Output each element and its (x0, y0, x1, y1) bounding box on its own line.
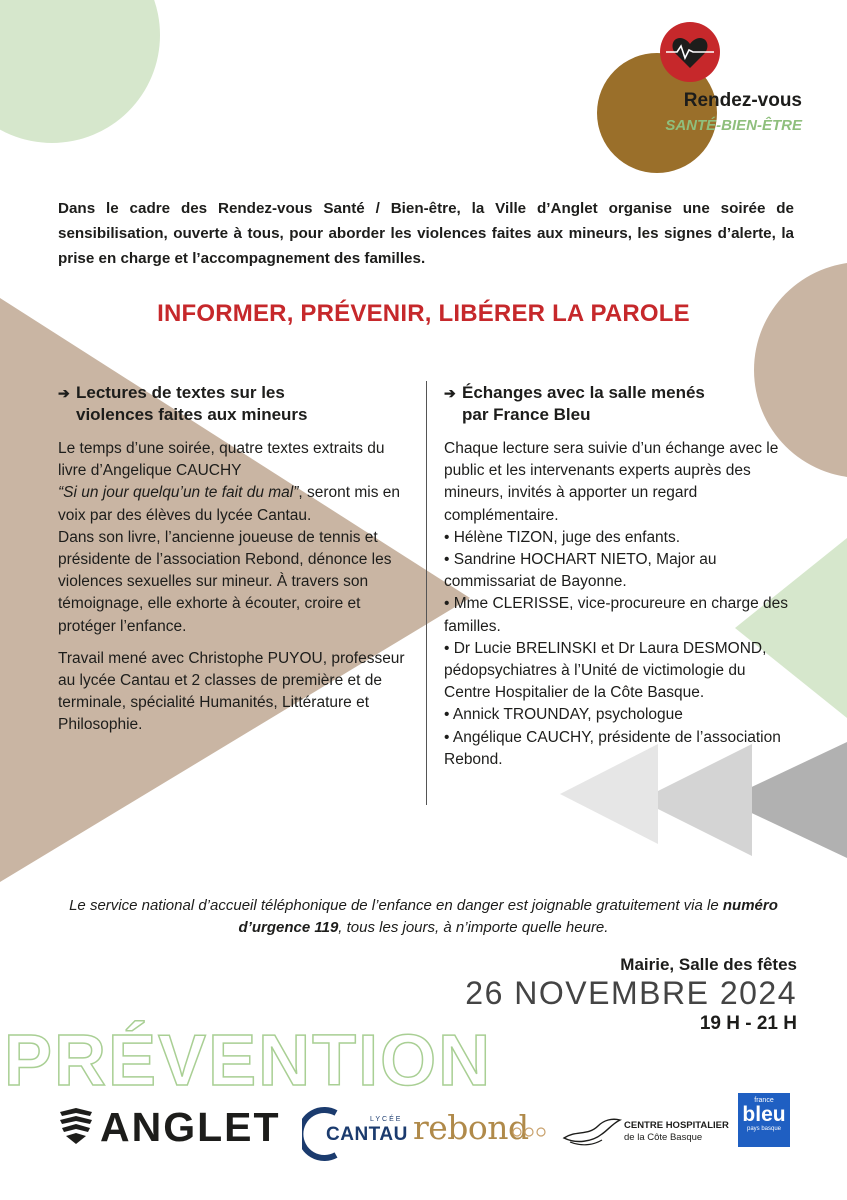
france-bleu-logo (738, 1093, 790, 1147)
book-title: “Si un jour quelqu’un te fait du mal” (58, 484, 299, 502)
event-venue: Mairie, Salle des fêtes (620, 955, 797, 974)
left-column (58, 382, 410, 747)
left-p2-text: Dans son livre, l’ancienne joueuse de tennis et présidente de l’association Rebond, dénonce les violences sexuelles sur mineur. À travers son témoignage, elle exhorte à écouter, croire et protéger l’enfance. (58, 528, 392, 635)
green-circle-top-left (0, 0, 160, 143)
right-heading-line1: Échanges avec la salle menés (462, 383, 705, 402)
intro-paragraph: Dans le cadre des Rendez-vous Santé / Bien-être, la Ville d’Anglet organise une soirée de sensibilisation, ouverte à tous, pour aborder les violences faites aux mineurs, les signes d’alerte, la prise en charge et l’accompagnement des familles. (58, 200, 794, 267)
cantau-logo-text: CANTAU (326, 1124, 408, 1145)
speaker-item: • Sandrine HOCHART NIETO, Major au commissariat de Bayonne. (444, 551, 717, 591)
speaker-item: • Mme CLERISSE, vice-procureure en charge des familles. (444, 595, 788, 635)
left-paragraph-1 (58, 438, 410, 638)
left-paragraph-3: Travail mené avec Christophe PUYOU, professeur au lycée Cantau et 2 classes de première et de terminale, spécialité Humanités, Littérature et Philosophie. (58, 649, 405, 734)
left-p1-text: Le temps d’une soirée, quatre textes extraits du livre d’Angelique CAUCHY (58, 440, 385, 480)
headline: INFORMER, PRÉVENIR, LIBÉRER LA PAROLE (157, 300, 690, 327)
emergency-number: numéro d’urgence 119 (238, 897, 778, 936)
left-heading-line1: Lectures de textes sur les (76, 383, 285, 402)
logo-title: Rendez-vous (683, 90, 802, 111)
helpline-notice (40, 895, 807, 939)
column-divider (426, 381, 427, 805)
rebond-logo-text: rebond (413, 1108, 529, 1147)
anglet-emblem-icon (56, 1106, 96, 1146)
event-time: 19 H - 21 H (699, 1013, 797, 1034)
arrow-right-icon: ➔ (444, 385, 456, 401)
notice-text-end: , tous les jours, à n’importe quelle heure. (338, 919, 609, 936)
logo-subtitle: SANTÉ-BIEN-ÊTRE (665, 117, 802, 134)
right-column-heading (444, 382, 794, 426)
hospital-name-line1: CENTRE HOSPITALIER (624, 1120, 729, 1131)
left-column-body (58, 438, 410, 737)
speaker-item: • Dr Lucie BRELINSKI et Dr Laura DESMOND, pédopsychiatres à l’Unité de victimologie du Centre Hospitalier de la Côte Basque. (444, 639, 767, 702)
prevention-watermark: PRÉVENTION (4, 1021, 493, 1101)
event-date: 26 NOVEMBRE 2024 (465, 975, 797, 1011)
france-bleu-bleu: bleu (742, 1103, 786, 1126)
rebond-dots-icon (512, 1126, 548, 1138)
right-column-body (444, 438, 794, 771)
hospital-name-line2: de la Côte Basque (624, 1132, 703, 1143)
left-p1-text-end: , seront mis en voix par des élèves du lycée Cantau. (58, 484, 401, 524)
right-intro: Chaque lecture sera suivie d’un échange avec le public et les intervenants experts auprès des mineurs, invités à apporter un regard complémentaire. (444, 440, 779, 524)
speaker-item: • Hélène TIZON, juge des enfants. (444, 528, 681, 546)
speaker-item: • Annick TROUNDAY, psychologue (444, 706, 683, 724)
right-column (444, 382, 794, 771)
notice-text-start: Le service national d’accueil téléphonique de l’enfance en danger est joignable gratuitement via le (69, 897, 723, 914)
speaker-item: • Angélique CAUCHY, présidente de l’association Rebond. (444, 728, 781, 768)
anglet-logo-text: ANGLET (100, 1104, 281, 1150)
france-bleu-france: france (754, 1097, 774, 1104)
right-heading-line2: par France Bleu (462, 405, 591, 424)
left-column-heading (58, 382, 410, 426)
france-bleu-region: pays basque (746, 1126, 782, 1132)
cantau-small-label: LYCÉE (370, 1116, 403, 1123)
hospital-bird-icon (562, 1112, 622, 1148)
arrow-right-icon: ➔ (58, 385, 70, 401)
left-heading-line2: violences faites aux mineurs (76, 405, 308, 424)
